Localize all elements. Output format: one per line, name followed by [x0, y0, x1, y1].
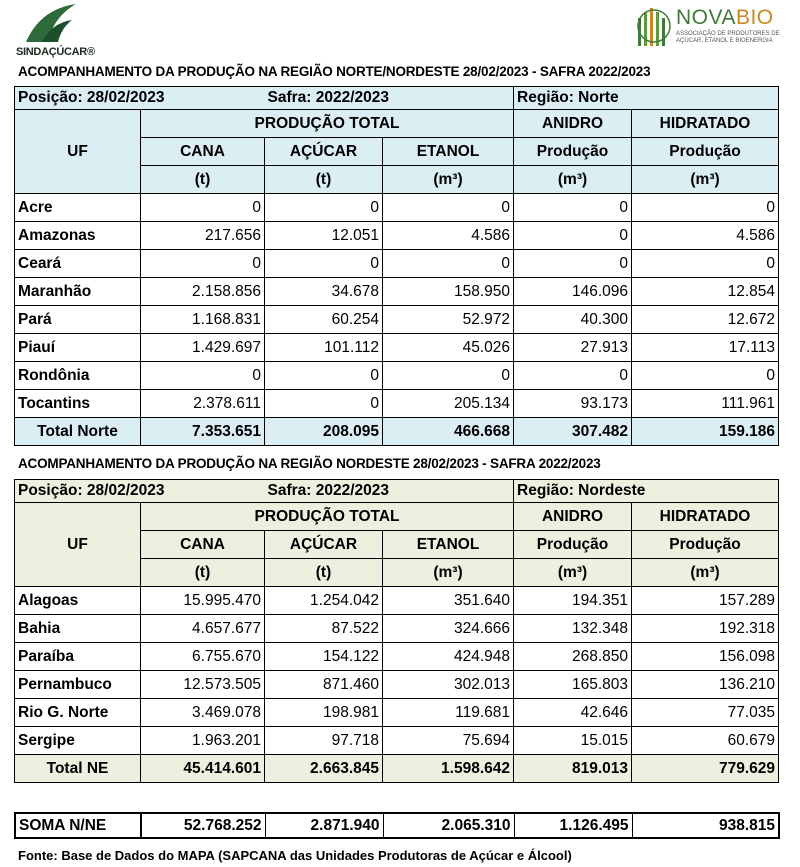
cana-cell: 1.963.201 — [141, 727, 265, 755]
hidratado-cell: 0 — [632, 362, 779, 390]
acucar-cell: 60.254 — [265, 306, 383, 334]
acucar-cell: 87.522 — [265, 615, 383, 643]
soma-cana: 52.768.252 — [141, 813, 265, 838]
table-row — [15, 390, 779, 418]
acucar-cell: 0 — [265, 250, 383, 278]
anidro-cell: 268.850 — [514, 643, 632, 671]
hidratado-cell: 0 — [632, 194, 779, 222]
norte-header-uf: UF — [15, 110, 141, 194]
anidro-cell: 15.015 — [514, 727, 632, 755]
uf-cell: Ceará — [15, 250, 141, 278]
uf-cell: Paraíba — [15, 643, 141, 671]
nordeste-header-producao-hidratado: Produção — [632, 531, 779, 559]
table-row — [15, 587, 779, 615]
nordeste-header-producao-total: PRODUÇÃO TOTAL — [141, 503, 514, 531]
etanol-cell: 0 — [383, 250, 514, 278]
sindacucar-logo — [16, 2, 96, 58]
uf-cell: Pará — [15, 306, 141, 334]
nordeste-header-hidratado: HIDRATADO — [632, 503, 779, 531]
hidratado-cell: 60.679 — [632, 727, 779, 755]
norte-posicao: Posição: 28/02/2023 — [15, 87, 265, 110]
hidratado-cell: 111.961 — [632, 390, 779, 418]
total-acucar: 2.663.845 — [265, 755, 383, 783]
cana-cell: 4.657.677 — [141, 615, 265, 643]
norte-unit-etanol: (m³) — [383, 166, 514, 194]
soma-acucar: 2.871.940 — [265, 813, 383, 838]
norte-section-title: ACOMPANHAMENTO DA PRODUÇÃO NA REGIÃO NORTE/NORDESTE 28/02/2023 - SAFRA 2022/2023 — [18, 64, 651, 79]
norte-safra: Safra: 2022/2023 — [265, 87, 514, 110]
anidro-cell: 42.646 — [514, 699, 632, 727]
anidro-cell: 132.348 — [514, 615, 632, 643]
etanol-cell: 4.586 — [383, 222, 514, 250]
etanol-cell: 424.948 — [383, 643, 514, 671]
uf-cell: Amazonas — [15, 222, 141, 250]
nordeste-total-row — [15, 755, 779, 783]
norte-header-producao-total: PRODUÇÃO TOTAL — [141, 110, 514, 138]
sindacucar-logo-icon — [22, 2, 80, 46]
acucar-cell: 1.254.042 — [265, 587, 383, 615]
soma-label: SOMA N/NE — [15, 813, 141, 838]
etanol-cell: 0 — [383, 362, 514, 390]
soma-row — [15, 813, 779, 838]
anidro-cell: 0 — [514, 222, 632, 250]
uf-cell: Sergipe — [15, 727, 141, 755]
anidro-cell: 165.803 — [514, 671, 632, 699]
table-row — [15, 615, 779, 643]
total-cana: 7.353.651 — [141, 418, 265, 446]
anidro-cell: 0 — [514, 362, 632, 390]
uf-cell: Bahia — [15, 615, 141, 643]
total-cana: 45.414.601 — [141, 755, 265, 783]
cana-cell: 15.995.470 — [141, 587, 265, 615]
acucar-cell: 871.460 — [265, 671, 383, 699]
cana-cell: 6.755.670 — [141, 643, 265, 671]
cana-cell: 217.656 — [141, 222, 265, 250]
acucar-cell: 0 — [265, 362, 383, 390]
etanol-cell: 324.666 — [383, 615, 514, 643]
etanol-cell: 351.640 — [383, 587, 514, 615]
novabio-logo — [636, 4, 796, 52]
uf-cell: Pernambuco — [15, 671, 141, 699]
hidratado-cell: 17.113 — [632, 334, 779, 362]
acucar-cell: 12.051 — [265, 222, 383, 250]
norte-header-producao-hidratado: Produção — [632, 138, 779, 166]
total-label: Total Norte — [15, 418, 141, 446]
hidratado-cell: 156.098 — [632, 643, 779, 671]
total-etanol: 1.598.642 — [383, 755, 514, 783]
cana-cell: 1.168.831 — [141, 306, 265, 334]
nordeste-table — [14, 479, 779, 783]
novabio-logo-subtitle: ASSOCIAÇÃO DE PRODUTORES DE AÇÚCAR, ETANOL E BIOENERGIA — [676, 31, 780, 44]
norte-header-etanol: ETANOL — [383, 138, 514, 166]
norte-header-producao-anidro: Produção — [514, 138, 632, 166]
nordeste-regiao: Região: Nordeste — [514, 480, 779, 503]
anidro-cell: 194.351 — [514, 587, 632, 615]
nordeste-safra: Safra: 2022/2023 — [265, 480, 514, 503]
nordeste-header-etanol: ETANOL — [383, 531, 514, 559]
source-note: Fonte: Base de Dados do MAPA (SAPCANA das Unidades Produtoras de Açúcar e Álcool) — [18, 848, 572, 863]
cana-cell: 0 — [141, 250, 265, 278]
uf-cell: Tocantins — [15, 390, 141, 418]
total-hidratado: 159.186 — [632, 418, 779, 446]
nordeste-unit-cana: (t) — [141, 559, 265, 587]
table-row — [15, 671, 779, 699]
anidro-cell: 0 — [514, 250, 632, 278]
cana-cell: 3.469.078 — [141, 699, 265, 727]
acucar-cell: 0 — [265, 390, 383, 418]
anidro-cell: 40.300 — [514, 306, 632, 334]
table-row — [15, 643, 779, 671]
nordeste-unit-acucar: (t) — [265, 559, 383, 587]
norte-regiao: Região: Norte — [514, 87, 779, 110]
norte-unit-cana: (t) — [141, 166, 265, 194]
soma-hidratado: 938.815 — [632, 813, 779, 838]
table-row — [15, 250, 779, 278]
uf-cell: Rondônia — [15, 362, 141, 390]
norte-unit-anidro: (m³) — [514, 166, 632, 194]
etanol-cell: 45.026 — [383, 334, 514, 362]
novabio-logo-icon — [636, 4, 672, 48]
acucar-cell: 34.678 — [265, 278, 383, 306]
uf-cell: Acre — [15, 194, 141, 222]
nordeste-header-acucar: AÇÚCAR — [265, 531, 383, 559]
etanol-cell: 302.013 — [383, 671, 514, 699]
table-row — [15, 334, 779, 362]
table-row — [15, 699, 779, 727]
etanol-cell: 0 — [383, 194, 514, 222]
nordeste-section-title: ACOMPANHAMENTO DA PRODUÇÃO NA REGIÃO NORDESTE 28/02/2023 - SAFRA 2022/2023 — [18, 456, 601, 471]
cana-cell: 1.429.697 — [141, 334, 265, 362]
uf-cell: Rio G. Norte — [15, 699, 141, 727]
total-anidro: 819.013 — [514, 755, 632, 783]
acucar-cell: 0 — [265, 194, 383, 222]
hidratado-cell: 136.210 — [632, 671, 779, 699]
hidratado-cell: 77.035 — [632, 699, 779, 727]
norte-table — [14, 86, 779, 446]
etanol-cell: 119.681 — [383, 699, 514, 727]
anidro-cell: 27.913 — [514, 334, 632, 362]
table-row — [15, 222, 779, 250]
nordeste-header-uf: UF — [15, 503, 141, 587]
soma-etanol: 2.065.310 — [383, 813, 514, 838]
soma-table — [14, 812, 780, 839]
uf-cell: Alagoas — [15, 587, 141, 615]
norte-total-row — [15, 418, 779, 446]
anidro-cell: 93.173 — [514, 390, 632, 418]
uf-cell: Piauí — [15, 334, 141, 362]
table-row — [15, 306, 779, 334]
hidratado-cell: 0 — [632, 250, 779, 278]
uf-cell: Maranhão — [15, 278, 141, 306]
acucar-cell: 198.981 — [265, 699, 383, 727]
acucar-cell: 97.718 — [265, 727, 383, 755]
cana-cell: 12.573.505 — [141, 671, 265, 699]
nordeste-unit-etanol: (m³) — [383, 559, 514, 587]
total-hidratado: 779.629 — [632, 755, 779, 783]
table-row — [15, 727, 779, 755]
cana-cell: 0 — [141, 194, 265, 222]
hidratado-cell: 12.672 — [632, 306, 779, 334]
norte-header-anidro: ANIDRO — [514, 110, 632, 138]
table-row — [15, 362, 779, 390]
sindacucar-logo-text: SINDAÇÚCAR® — [16, 46, 95, 58]
novabio-logo-name: NOVABIO — [676, 6, 774, 29]
acucar-cell: 154.122 — [265, 643, 383, 671]
etanol-cell: 158.950 — [383, 278, 514, 306]
table-row — [15, 278, 779, 306]
hidratado-cell: 12.854 — [632, 278, 779, 306]
soma-anidro: 1.126.495 — [514, 813, 632, 838]
nordeste-header-cana: CANA — [141, 531, 265, 559]
norte-header-hidratado: HIDRATADO — [632, 110, 779, 138]
hidratado-cell: 192.318 — [632, 615, 779, 643]
anidro-cell: 146.096 — [514, 278, 632, 306]
total-anidro: 307.482 — [514, 418, 632, 446]
norte-unit-acucar: (t) — [265, 166, 383, 194]
cana-cell: 0 — [141, 362, 265, 390]
hidratado-cell: 4.586 — [632, 222, 779, 250]
cana-cell: 2.378.611 — [141, 390, 265, 418]
nordeste-header-producao-anidro: Produção — [514, 531, 632, 559]
nordeste-posicao: Posição: 28/02/2023 — [15, 480, 265, 503]
norte-unit-hidratado: (m³) — [632, 166, 779, 194]
cana-cell: 2.158.856 — [141, 278, 265, 306]
nordeste-header-anidro: ANIDRO — [514, 503, 632, 531]
total-etanol: 466.668 — [383, 418, 514, 446]
total-acucar: 208.095 — [265, 418, 383, 446]
norte-header-cana: CANA — [141, 138, 265, 166]
acucar-cell: 101.112 — [265, 334, 383, 362]
nordeste-unit-anidro: (m³) — [514, 559, 632, 587]
anidro-cell: 0 — [514, 194, 632, 222]
etanol-cell: 205.134 — [383, 390, 514, 418]
norte-header-acucar: AÇÚCAR — [265, 138, 383, 166]
etanol-cell: 75.694 — [383, 727, 514, 755]
hidratado-cell: 157.289 — [632, 587, 779, 615]
nordeste-unit-hidratado: (m³) — [632, 559, 779, 587]
total-label: Total NE — [15, 755, 141, 783]
etanol-cell: 52.972 — [383, 306, 514, 334]
table-row — [15, 194, 779, 222]
